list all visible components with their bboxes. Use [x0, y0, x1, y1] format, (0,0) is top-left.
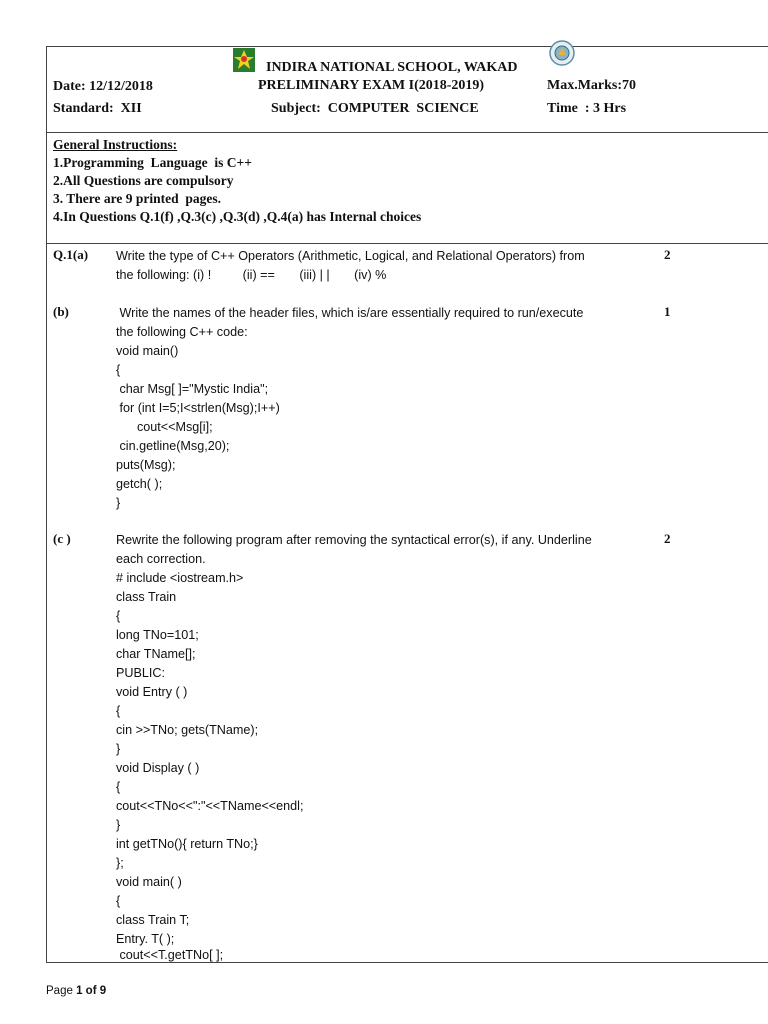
- code-line: {: [116, 609, 121, 623]
- exam-date: Date: 12/12/2018: [53, 79, 153, 94]
- code-line: char TName[];: [116, 647, 196, 661]
- code-line: };: [116, 856, 124, 870]
- code-line: {: [116, 780, 121, 794]
- question-label: (b): [53, 304, 69, 319]
- code-line: cin.getline(Msg,20);: [116, 439, 230, 453]
- question-label: (c ): [53, 531, 71, 546]
- instruction-item: 4.In Questions Q.1(f) ,Q.3(c) ,Q.3(d) ,Q.4(a) has Internal choices: [53, 209, 422, 224]
- subject: Subject: COMPUTER SCIENCE: [271, 101, 479, 116]
- question-text: the following: (i) ! (ii) == (iii) | | (iv) %: [116, 268, 387, 282]
- instructions-divider: [47, 243, 768, 244]
- standard: Standard: XII: [53, 101, 142, 116]
- code-line: cout<<Msg[i];: [116, 420, 213, 434]
- code-line: }: [116, 818, 121, 832]
- question-text: the following C++ code:: [116, 325, 248, 339]
- code-line: void main(): [116, 344, 179, 358]
- page-number: [46, 985, 106, 997]
- school-logo-left-icon: [232, 47, 256, 73]
- max-marks: Max.Marks:70: [547, 78, 637, 93]
- code-line: void Display ( ): [116, 761, 200, 775]
- question-text: Write the names of the header files, which is/are essentially required to run/execute: [116, 306, 584, 320]
- code-line: cout<<T.getTNo[ ];: [116, 948, 224, 962]
- page-current: 1: [76, 985, 83, 997]
- code-line: class Train: [116, 590, 177, 604]
- header-divider: [47, 132, 768, 133]
- instruction-item: 1.Programming Language is C++: [53, 155, 252, 170]
- question-marks: 2: [664, 247, 671, 262]
- question-label: Q.1(a): [53, 247, 89, 262]
- code-line: long TNo=101;: [116, 628, 199, 642]
- code-line: void main( ): [116, 875, 182, 889]
- code-line: cin >>TNo; gets(TName);: [116, 723, 259, 737]
- code-line: char Msg[ ]="Mystic India";: [116, 382, 269, 396]
- code-line: void Entry ( ): [116, 685, 188, 699]
- code-line: int getTNo(){ return TNo;}: [116, 837, 258, 851]
- code-line: Entry. T( );: [116, 932, 175, 946]
- code-line: puts(Msg);: [116, 458, 176, 472]
- question-text: each correction.: [116, 552, 206, 566]
- question-text: Rewrite the following program after removing the syntactical error(s), if any. Underline: [116, 533, 592, 547]
- code-line: {: [116, 704, 121, 718]
- exam-title: PRELIMINARY EXAM I(2018-2019): [258, 78, 485, 93]
- instruction-item: 2.All Questions are compulsory: [53, 173, 234, 188]
- code-line: getch( );: [116, 477, 163, 491]
- page-of: of: [82, 985, 100, 997]
- time-allowed: Time : 3 Hrs: [547, 101, 627, 116]
- code-line: for (int I=5;I<strlen(Msg);I++): [116, 401, 280, 415]
- instruction-item: 3. There are 9 printed pages.: [53, 191, 221, 206]
- code-line: PUBLIC:: [116, 666, 165, 680]
- code-line: }: [116, 496, 121, 510]
- code-line: {: [116, 894, 121, 908]
- code-line: }: [116, 742, 121, 756]
- code-line: class Train T;: [116, 913, 190, 927]
- code-line: {: [116, 363, 121, 377]
- question-marks: 1: [664, 304, 671, 319]
- instructions-title: General Instructions:: [53, 137, 178, 152]
- code-line: # include <iostream.h>: [116, 571, 244, 585]
- question-marks: 2: [664, 531, 671, 546]
- school-emblem-right-icon: [549, 40, 575, 66]
- question-text: Write the type of C++ Operators (Arithmetic, Logical, and Relational Operators) from: [116, 249, 585, 263]
- page-prefix: Page: [46, 985, 77, 997]
- code-line: cout<<TNo<<":"<<TName<<endl;: [116, 799, 304, 813]
- school-name: INDIRA NATIONAL SCHOOL, WAKAD: [266, 60, 518, 75]
- page-total: 9: [99, 985, 107, 997]
